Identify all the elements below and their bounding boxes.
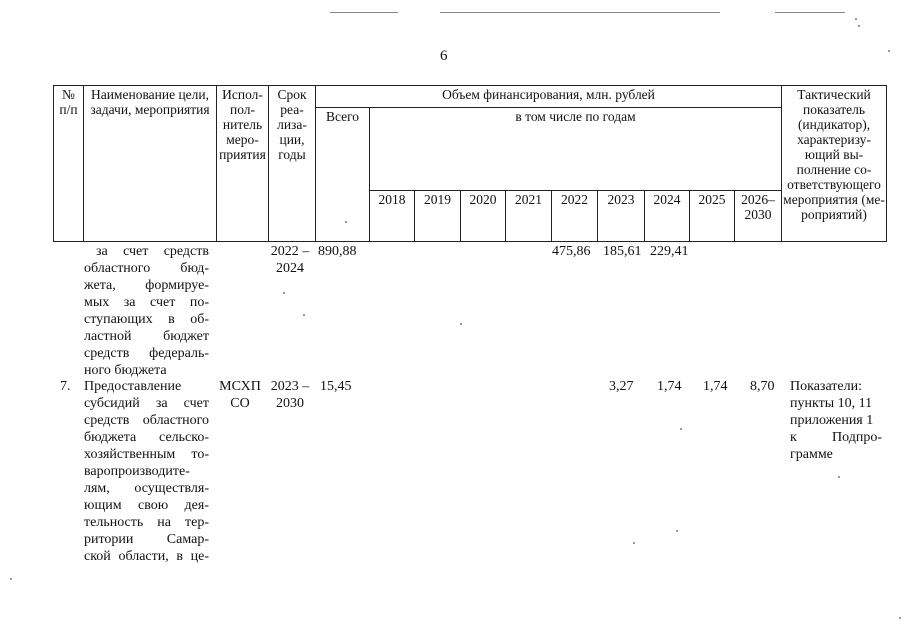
scan-speck bbox=[838, 476, 840, 478]
header-year: 2023 bbox=[598, 191, 645, 242]
scan-speck bbox=[345, 221, 347, 223]
row-indicator: Показатели: пункты 10, 11 приложения 1 к Подпро- грамме bbox=[790, 379, 882, 462]
scan-speck bbox=[888, 50, 890, 52]
scan-speck bbox=[10, 578, 12, 580]
scan-speck bbox=[460, 323, 462, 325]
header-year: 2022 bbox=[552, 191, 598, 242]
header-year: 2019 bbox=[415, 191, 461, 242]
row-term: 2022 – 2024 bbox=[270, 244, 310, 276]
header-total: Всего bbox=[316, 108, 370, 242]
row-total: 890,88 bbox=[318, 244, 357, 259]
page-number: 6 bbox=[440, 48, 448, 64]
header-financing: Объем финансирования, млн. рублей bbox=[316, 86, 782, 108]
row-y2023: 3,27 bbox=[609, 379, 634, 394]
header-year: 2026–2030 bbox=[735, 191, 782, 242]
row-name: за счет средств областного бюд- жета, формируе- мых за счет по- ступающих в об- ластной бюджет средств федераль- ного бюджета bbox=[84, 244, 209, 378]
row-term: 2023 – 2030 bbox=[270, 379, 310, 411]
header-num: № п/п bbox=[54, 86, 84, 242]
scan-speck bbox=[858, 25, 860, 27]
scan-speck bbox=[680, 428, 682, 430]
financing-table-header bbox=[53, 85, 887, 242]
scan-line bbox=[440, 12, 720, 13]
row-y2024: 1,74 bbox=[657, 379, 682, 394]
scan-speck bbox=[283, 292, 285, 294]
scan-line bbox=[330, 12, 398, 13]
header-year: 2020 bbox=[461, 191, 506, 242]
row-num: 7. bbox=[60, 379, 71, 394]
row-y2024: 229,41 bbox=[650, 244, 689, 259]
header-by-years: в том числе по годам bbox=[370, 108, 782, 191]
scan-speck bbox=[303, 314, 305, 316]
row-y2026: 8,70 bbox=[750, 379, 775, 394]
header-year: 2025 bbox=[690, 191, 735, 242]
scan-line bbox=[775, 12, 845, 13]
row-y2022: 475,86 bbox=[552, 244, 591, 259]
scan-speck bbox=[676, 530, 678, 532]
header-executor: Исполполнитель мероприятия bbox=[217, 86, 269, 242]
row-total: 15,45 bbox=[320, 379, 352, 394]
header-indicator: Тактический показатель (индикатор), характеризующий выполнение соответствующего мероприятия (мероприятий) bbox=[782, 86, 887, 242]
header-term: Срок реализации, годы bbox=[269, 86, 316, 242]
row-name: Предоставление субсидий за счет средств областного бюджета сельско- хозяйственным то- варопроизводите- лям, осуществля- ющим свою дея- тельность на тер- ритории Самар- ской области, в це- bbox=[84, 379, 209, 564]
scan-speck bbox=[633, 542, 635, 544]
header-year: 2021 bbox=[506, 191, 552, 242]
header-name: Наименование цели, задачи, мероприятия bbox=[84, 86, 217, 242]
scan-speck bbox=[855, 18, 857, 20]
header-year: 2024 bbox=[645, 191, 690, 242]
row-y2025: 1,74 bbox=[703, 379, 728, 394]
row-y2023: 185,61 bbox=[603, 244, 642, 259]
row-executor: МСХП СО bbox=[219, 379, 261, 411]
scan-speck bbox=[899, 617, 901, 619]
header-year: 2018 bbox=[370, 191, 415, 242]
